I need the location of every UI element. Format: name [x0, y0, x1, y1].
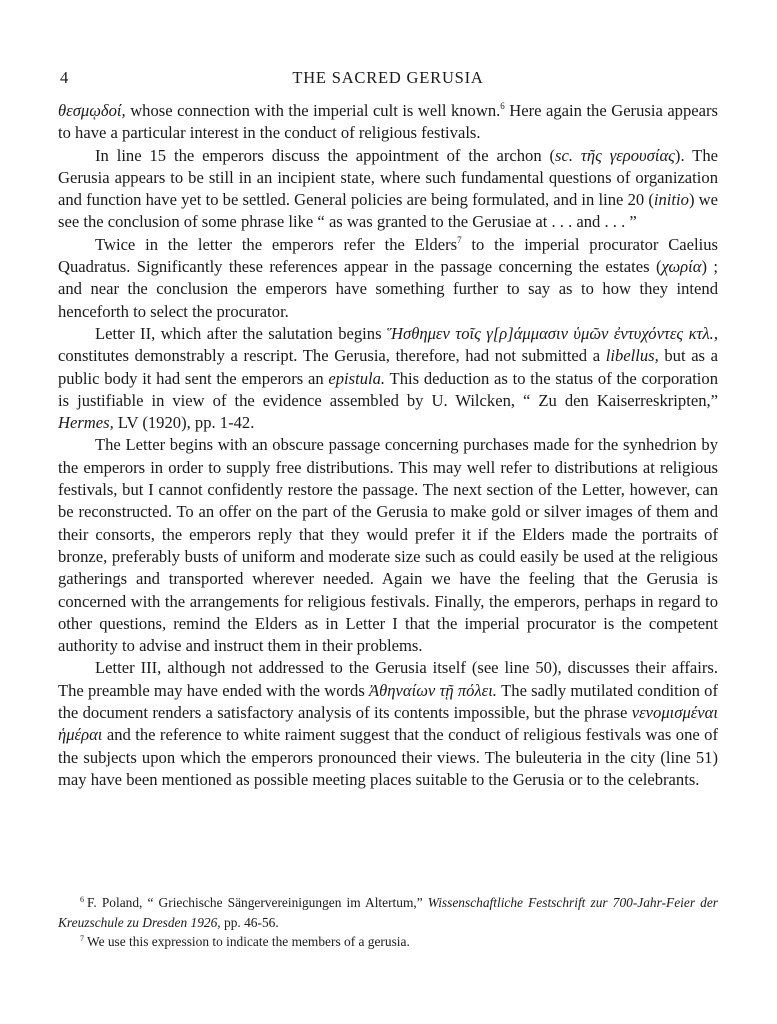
- paragraph-4: [58, 323, 718, 434]
- text-span: Twice in the letter the emperors refer the Elders: [95, 234, 458, 254]
- text-span: Letter II, which after the salutation begins: [95, 323, 387, 343]
- italic-term: initio: [653, 190, 689, 210]
- text-span: We use this expression to indicate the members of a gerusia.: [87, 934, 410, 949]
- paragraph-5: The Letter begins with an obscure passage concerning purchases made for the synhedrion by the emperors in order to supply free distributions. This may well refer to distributions at religious festivals, but I cannot confidently restore the passage. The next section of the Letter, however, can be reconstructed. To an offer on the part of the Gerusia to make gold or silver images of them and their consorts, the emperors reply that they would prefer it if the Elders made the portraits of bronze, preferably busts of uniform and moderate size such as could easily be used at the religious gatherings and transported wherever needed. Again we have the feeling that the Gerusia is concerned with the arrangements for religious festivals. Finally, the emperors, perhaps in regard to other questions, remind the Elders as in Letter I that the imperial procurator is the competent authority to advise and instruct them in their problems.: [58, 435, 718, 656]
- text-span: LV (1920), pp. 1-42.: [113, 413, 255, 433]
- text-span: Here again the Gerusia appears to have a particular interest in the conduct of religious festivals.: [58, 101, 718, 143]
- text-span: In line 15 the emperors discuss the appointment of the archon (: [95, 145, 556, 165]
- paragraph-3: [58, 234, 718, 323]
- text-span: The sadly mutilated condition of the document renders a satisfactory analysis of its contents impossible, but the phrase: [58, 680, 718, 723]
- publication-title: Wissenschaftliche Festschrift zur 700-Jahr-Feier der Kreuzschule zu Dresden 1926,: [58, 895, 718, 930]
- paragraph-1: [58, 100, 718, 145]
- footnote-ref-7[interactable]: 7: [457, 234, 462, 245]
- greek-text: Ἥσθημεν τοῖς γ[ρ]άμμασιν ὑμῶν ἐντυχόντες κτλ.: [386, 323, 714, 343]
- text-span: Letter III, although not addressed to the Gerusia itself (see line 50), discusses their affairs. The preamble may have ended with the words: [58, 658, 718, 700]
- greek-text: χωρία: [661, 257, 702, 277]
- journal-title: Hermes,: [58, 413, 114, 433]
- paragraph-2: [58, 145, 718, 234]
- footnote-mark: 6: [80, 895, 84, 904]
- running-head: [58, 62, 718, 88]
- footnote-7: [58, 932, 718, 952]
- greek-text: νενομισμέναι ἡμέραι: [58, 703, 718, 745]
- running-title: THE SACRED GERUSIA: [292, 68, 484, 87]
- paragraph-6: [58, 657, 718, 791]
- text-span: This deduction as to the status of the corporation is justifiable in view of the evidence assembled by U. Wilcken, “ Zu den Kaiserreskripten,”: [58, 368, 719, 410]
- footnote-6: [58, 893, 718, 932]
- footnotes: [58, 893, 718, 952]
- text-span: ) we see the conclusion of some phrase like “ as was granted to the Gerusiae at . . . and . . . ”: [58, 190, 718, 232]
- text-span: ). The Gerusia appears to be still in an incipient state, where such fundamental questions of organization and function have yet to be settled. General policies are being formulated, and in line 20 (: [58, 145, 718, 210]
- text-span: to the imperial procurator Caelius Quadratus. Significantly these references appear in the passage concerning the estates (: [58, 234, 718, 277]
- text-span: pp. 46-56.: [220, 914, 279, 930]
- body-text: [58, 100, 718, 791]
- page: [58, 62, 718, 791]
- text-span: , constitutes demonstrably a rescript. The Gerusia, therefore, had not submitted a: [58, 323, 718, 366]
- greek-text: Ἀθηναίων τῇ πόλει.: [369, 680, 497, 700]
- greek-text: τῆς γερουσίας: [573, 145, 675, 165]
- greek-text: θεσμῳδοί,: [58, 101, 126, 120]
- page-number: 4: [60, 68, 69, 87]
- text-span: whose connection with the imperial cult is well known.: [125, 101, 501, 120]
- footnote-mark: 7: [80, 934, 84, 943]
- italic-abbrev: sc.: [555, 145, 574, 165]
- text-span: and the reference to white raiment suggest that the conduct of religious festivals was one of the subjects upon which the emperors pronounced their views. The buleuteria in the city (line 51) may have been mentioned as possible meeting places suitable to the Gerusia or to the celebrants.: [58, 725, 718, 789]
- text-span: but as a public body it had sent the emperors an: [58, 346, 719, 388]
- text-span: ) ; and near the conclusion the emperors have something further to say as to how they intend henceforth to select the procurator.: [58, 257, 718, 321]
- italic-term: libellus,: [605, 346, 659, 366]
- footnote-ref-6[interactable]: 6: [500, 101, 505, 111]
- italic-term: epistula.: [328, 368, 386, 388]
- text-span: F. Poland, “ Griechische Sängervereinigungen im Altertum,”: [87, 895, 428, 910]
